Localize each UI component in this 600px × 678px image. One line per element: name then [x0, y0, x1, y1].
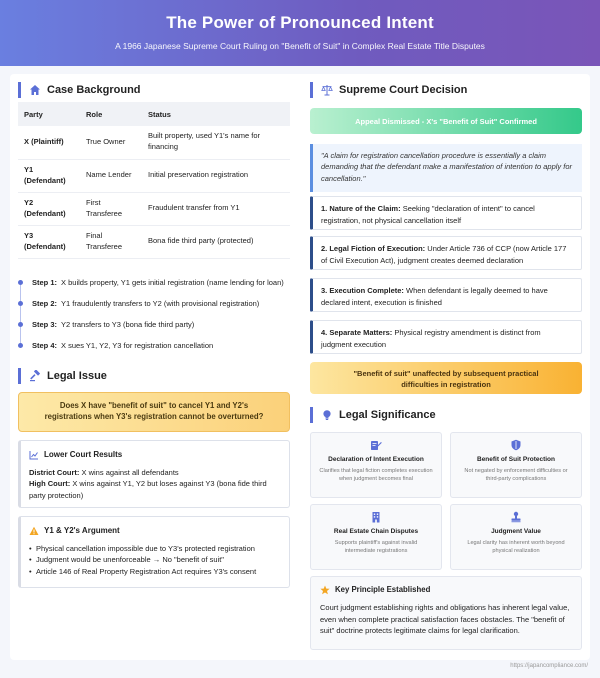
high-court-line: High Court: X wins against Y1, Y2 but loses against Y3 (bona fide third party protection): [29, 479, 267, 500]
significance-tile: [450, 432, 582, 498]
significance-tile: [310, 432, 442, 498]
argument-card: [18, 516, 290, 588]
party-cell: Y3 (Defendant): [18, 225, 80, 258]
timeline-step: [18, 314, 290, 335]
content-card: [10, 74, 590, 660]
argument-title: Y1 & Y2's Argument: [29, 525, 281, 537]
benefit-banner: "Benefit of suit" unaffected by subsequent practical difficulties in registration: [310, 362, 582, 394]
scale-icon: [321, 84, 333, 96]
point-text: Seeking "declaration of intent" to cancel registration, not physical cancellation itself: [321, 204, 535, 225]
status-cell: Fraudulent transfer from Y1: [142, 192, 290, 225]
chart-line-icon: [29, 450, 39, 460]
step-label: Step 2:: [32, 299, 58, 308]
principle-title: Key Principle Established: [320, 584, 572, 596]
step-label: Step 3:: [32, 320, 58, 329]
lightbulb-icon: [321, 409, 333, 421]
shield-icon: [510, 439, 522, 451]
significance-heading: Legal Significance: [310, 407, 436, 423]
timeline-dot-icon: [18, 343, 23, 348]
tile-desc: Not negated by enforcement difficulties or third-party complications: [464, 468, 568, 483]
point-text: Under Article 736 of CCP (now Article 177 of Civil Execution Act), judgment creates deemed declaration: [321, 244, 567, 265]
step-label: Step 1:: [32, 278, 58, 287]
home-icon: [29, 84, 41, 96]
district-court-line: District Court: X wins against all defendants: [29, 468, 179, 477]
step-text: Y2 transfers to Y3 (bona fide third party): [61, 320, 195, 329]
column-header: Status: [142, 102, 290, 126]
tile-desc: Supports plaintiff's against invalid intermediate registrations: [334, 540, 418, 555]
list-item: • Article 146 of Real Property Registration Act requires Y3's consent: [29, 566, 281, 577]
step-text: X builds property, Y1 gets initial registration (name lending for loan): [61, 278, 284, 287]
significance-tile: [310, 504, 442, 570]
party-cell: X (Plaintiff): [18, 126, 80, 159]
building-icon: [370, 511, 382, 523]
point-label: 4. Separate Matters:: [321, 328, 393, 337]
decision-banner: Appeal Dismissed - X's "Benefit of Suit" Confirmed: [310, 108, 582, 134]
role-cell: First Transferee: [80, 192, 142, 225]
table-header-row: [18, 102, 290, 126]
parties-table: [18, 102, 290, 259]
step-text: X sues Y1, Y2, Y3 for registration cancellation: [61, 341, 214, 350]
step-text: Y1 fraudulently transfers to Y2 (with provisional registration): [61, 299, 260, 308]
list-item: • Judgment would be unenforceable → No "benefit of suit": [29, 554, 281, 565]
stamp-icon: [510, 511, 522, 523]
tile-title: Real Estate Chain Disputes: [333, 528, 419, 535]
lower-court-title: Lower Court Results: [29, 449, 281, 461]
table-row: [18, 159, 290, 192]
footer-url: https://japancompliance.com/: [510, 663, 588, 669]
status-cell: Bona fide third party (protected): [142, 225, 290, 258]
lower-court-card: [18, 440, 290, 508]
timeline-step: [18, 272, 290, 293]
decision-heading: Supreme Court Decision: [310, 82, 467, 98]
decision-point: [310, 196, 582, 230]
tile-title: Judgment Value: [491, 528, 541, 535]
timeline-step: [18, 335, 290, 356]
page-title: The Power of Pronounced Intent: [166, 13, 434, 32]
point-label: 1. Nature of the Claim:: [321, 204, 401, 213]
tile-desc: Clarifies that legal fiction completes execution when judgment becomes final: [319, 468, 433, 483]
party-cell: Y1 (Defendant): [18, 159, 80, 192]
step-label: Step 4:: [32, 341, 58, 350]
page-subtitle: A 1966 Japanese Supreme Court Ruling on "Benefit of Suit" in Complex Real Estate Title Disputes: [115, 41, 485, 51]
case-background-heading: Case Background: [18, 82, 141, 98]
decision-point: [310, 236, 582, 270]
court-quote: "A claim for registration cancellation procedure is essentially a claim demanding that the defendant make a manifestation of intention to apply for cancellation.": [310, 144, 582, 192]
warning-icon: [29, 526, 39, 536]
decision-point: [310, 278, 582, 312]
table-row: [18, 126, 290, 159]
significance-tile: [450, 504, 582, 570]
point-label: 3. Execution Complete:: [321, 286, 404, 295]
column-header: Role: [80, 102, 142, 126]
argument-list: [29, 543, 281, 577]
gavel-icon: [29, 370, 41, 382]
list-item: • Physical cancellation impossible due to Y3's protected registration: [29, 543, 281, 554]
timeline-step: [18, 293, 290, 314]
key-principle-card: [310, 576, 582, 650]
signature-icon: [370, 439, 382, 451]
status-cell: Initial preservation registration: [142, 159, 290, 192]
status-cell: Built property, used Y1's name for financing: [142, 126, 290, 159]
point-label: 2. Legal Fiction of Execution:: [321, 244, 426, 253]
point-text: When defendant is legally deemed to have declared intent, execution is finished: [321, 286, 548, 307]
column-header: Party: [18, 102, 80, 126]
star-icon: [320, 585, 330, 595]
role-cell: Name Lender: [80, 159, 142, 192]
page-header: [0, 0, 600, 66]
table-row: [18, 192, 290, 225]
role-cell: True Owner: [80, 126, 142, 159]
party-cell: Y2 (Defendant): [18, 192, 80, 225]
timeline: [18, 272, 290, 356]
tile-title: Declaration of Intent Execution: [328, 456, 424, 463]
table-row: [18, 225, 290, 258]
tile-title: Benefit of Suit Protection: [477, 456, 555, 463]
decision-point: [310, 320, 582, 354]
tile-desc: Legal clarity has inherent worth beyond physical realization: [467, 540, 565, 555]
point-text: Physical registry amendment is distinct from judgment execution: [321, 328, 541, 349]
legal-issue-heading: Legal Issue: [18, 368, 107, 384]
role-cell: Final Transferee: [80, 225, 142, 258]
legal-question: Does X have "benefit of suit" to cancel Y1 and Y2's registrations when Y3's registration cannot be overturned?: [18, 392, 290, 432]
principle-text: Court judgment establishing rights and obligations has inherent legal value, even when complete practical satisfaction faces obstacles. The "benefit of suit" doctrine protects legitimate claims for legal clarification.: [320, 603, 570, 636]
